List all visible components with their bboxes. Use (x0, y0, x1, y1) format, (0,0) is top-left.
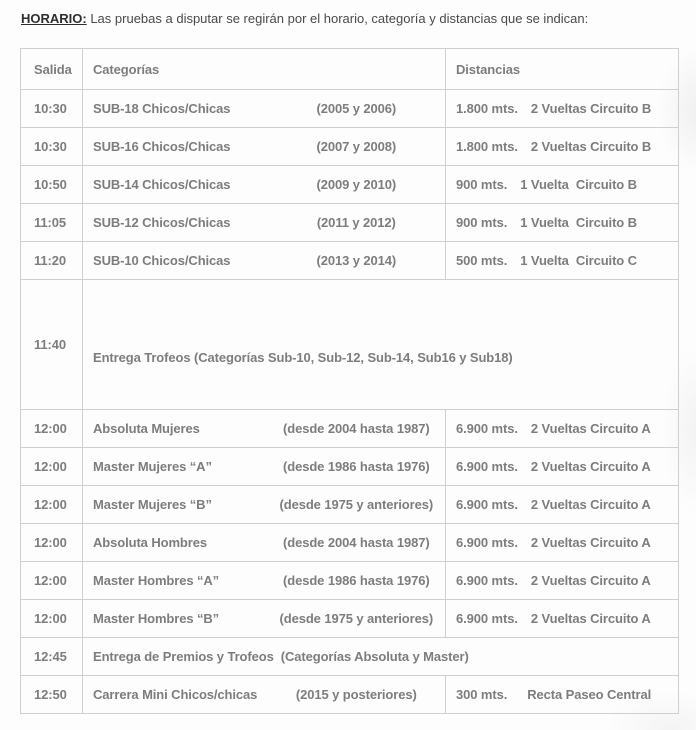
distance-cell (446, 204, 678, 241)
distance-amount: 6.900 mts. (456, 573, 518, 588)
category-cell (83, 90, 446, 127)
distance-detail: 2 Vueltas Circuito B (530, 101, 652, 116)
category-years: (desde 1975 y anteriores) (279, 497, 434, 512)
table-row (21, 485, 678, 523)
time-cell: 11:40 (21, 280, 83, 409)
schedule-table (20, 48, 679, 714)
header-distancias: Distancias (456, 61, 521, 77)
time-cell: 12:00 (21, 524, 83, 561)
category-years: (desde 1986 hasta 1976) (283, 459, 430, 474)
category-cell (83, 676, 446, 713)
distance-amount: 300 mts. (456, 687, 508, 702)
distance-detail: 2 Vueltas Circuito A (530, 459, 651, 474)
intro-label: HORARIO: (21, 11, 87, 26)
category-name: SUB-16 Chicos/Chicas (93, 139, 231, 154)
distance-amount: 6.900 mts. (456, 459, 518, 474)
table-row (21, 447, 678, 485)
distance-cell (446, 242, 678, 279)
category-cell (83, 410, 446, 447)
distance-detail: 1 Vuelta Circuito B (520, 177, 637, 192)
category-cell (83, 204, 446, 241)
distance-detail: 2 Vueltas Circuito A (530, 573, 651, 588)
category-years: (2015 y posteriores) (295, 687, 417, 702)
distance-cell (446, 524, 678, 561)
distance-cell (446, 410, 678, 447)
table-row (21, 241, 678, 279)
merged-event-cell: Entrega de Premios y Trofeos (Categorías Absoluta y Master) (93, 649, 469, 664)
category-years: (desde 1975 y anteriores) (279, 611, 434, 626)
time-cell: 12:50 (21, 676, 83, 713)
table-row (21, 599, 678, 637)
distance-cell (446, 562, 678, 599)
category-years: (2011 y 2012) (316, 215, 396, 230)
category-cell (83, 166, 446, 203)
distance-amount: 6.900 mts. (456, 535, 518, 550)
category-name: Master Hombres “B” (93, 611, 220, 626)
intro-text: Las pruebas a disputar se regirán por el horario, categoría y distancias que se indican: (86, 11, 589, 26)
time-cell: 10:30 (21, 128, 83, 165)
distance-detail: 2 Vueltas Circuito A (530, 421, 651, 436)
distance-cell (446, 600, 678, 637)
distance-detail: Recta Paseo Central (520, 687, 652, 702)
table-row (21, 523, 678, 561)
distance-detail: 2 Vueltas Circuito A (530, 535, 651, 550)
table-row (21, 203, 678, 241)
category-years: (2009 y 2010) (316, 177, 397, 192)
category-cell (83, 486, 446, 523)
category-years: (desde 2004 hasta 1987) (283, 421, 430, 436)
intro-paragraph (21, 11, 588, 26)
distance-detail: 2 Vueltas Circuito A (530, 497, 651, 512)
table-row (21, 675, 678, 713)
table-row (21, 409, 678, 447)
category-years: (desde 2004 hasta 1987) (283, 535, 430, 550)
distance-cell (446, 486, 678, 523)
table-row-trophies-youth (21, 279, 678, 409)
distance-detail: 1 Vuelta Circuito B (520, 215, 637, 230)
category-cell (83, 242, 446, 279)
distance-cell (446, 90, 678, 127)
category-cell (83, 448, 446, 485)
time-cell: 10:30 (21, 90, 83, 127)
table-row (21, 165, 678, 203)
distance-amount: 500 mts. (456, 253, 508, 268)
merged-event-cell: Entrega Trofeos (Categorías Sub-10, Sub-12, Sub-14, Sub16 y Sub18) (93, 350, 513, 365)
distance-amount: 6.900 mts. (456, 611, 518, 626)
time-cell: 11:05 (21, 204, 83, 241)
distance-amount: 900 mts. (456, 177, 508, 192)
category-years: (desde 1986 hasta 1976) (283, 573, 430, 588)
category-years: (2005 y 2006) (316, 101, 397, 116)
distance-cell (446, 676, 678, 713)
distance-amount: 1.800 mts. (456, 101, 518, 116)
table-row (21, 89, 678, 127)
distance-cell (446, 166, 678, 203)
time-cell: 12:00 (21, 486, 83, 523)
time-cell: 12:45 (21, 638, 83, 675)
time-cell: 12:00 (21, 562, 83, 599)
time-cell: 11:20 (21, 242, 83, 279)
category-name: Master Mujeres “B” (93, 497, 212, 512)
distance-cell (446, 448, 678, 485)
category-cell (83, 524, 446, 561)
category-name: Absoluta Hombres (93, 535, 207, 550)
time-cell: 12:00 (21, 410, 83, 447)
category-cell (83, 562, 446, 599)
time-cell: 12:00 (21, 448, 83, 485)
category-years: (2007 y 2008) (316, 139, 397, 154)
category-name: SUB-18 Chicos/Chicas (93, 101, 231, 116)
distance-amount: 1.800 mts. (456, 139, 518, 154)
table-row-prizes-absoluta (21, 637, 678, 675)
category-name: Master Hombres “A” (93, 573, 220, 588)
distance-amount: 6.900 mts. (456, 497, 518, 512)
category-name: SUB-12 Chicos/Chicas (93, 215, 231, 230)
header-categorias: Categorías (83, 49, 446, 89)
distance-detail: 2 Vueltas Circuito A (530, 611, 651, 626)
category-name: SUB-14 Chicos/Chicas (93, 177, 231, 192)
distance-cell (446, 128, 678, 165)
distance-detail: 1 Vuelta Circuito C (520, 253, 637, 268)
time-cell: 12:00 (21, 600, 83, 637)
category-name: Carrera Mini Chicos/chicas (93, 687, 258, 702)
table-row (21, 127, 678, 165)
distance-detail: 2 Vueltas Circuito B (530, 139, 652, 154)
distance-amount: 900 mts. (456, 215, 508, 230)
table-row (21, 561, 678, 599)
category-name: Master Mujeres “A” (93, 459, 212, 474)
category-years: (2013 y 2014) (316, 253, 397, 268)
distance-amount: 6.900 mts. (456, 421, 518, 436)
category-name: SUB-10 Chicos/Chicas (93, 253, 231, 268)
category-cell (83, 128, 446, 165)
time-cell: 10:50 (21, 166, 83, 203)
category-name: Absoluta Mujeres (93, 421, 200, 436)
table-header-row (21, 49, 678, 89)
header-salida: Salida (21, 49, 83, 89)
category-cell (83, 600, 446, 637)
